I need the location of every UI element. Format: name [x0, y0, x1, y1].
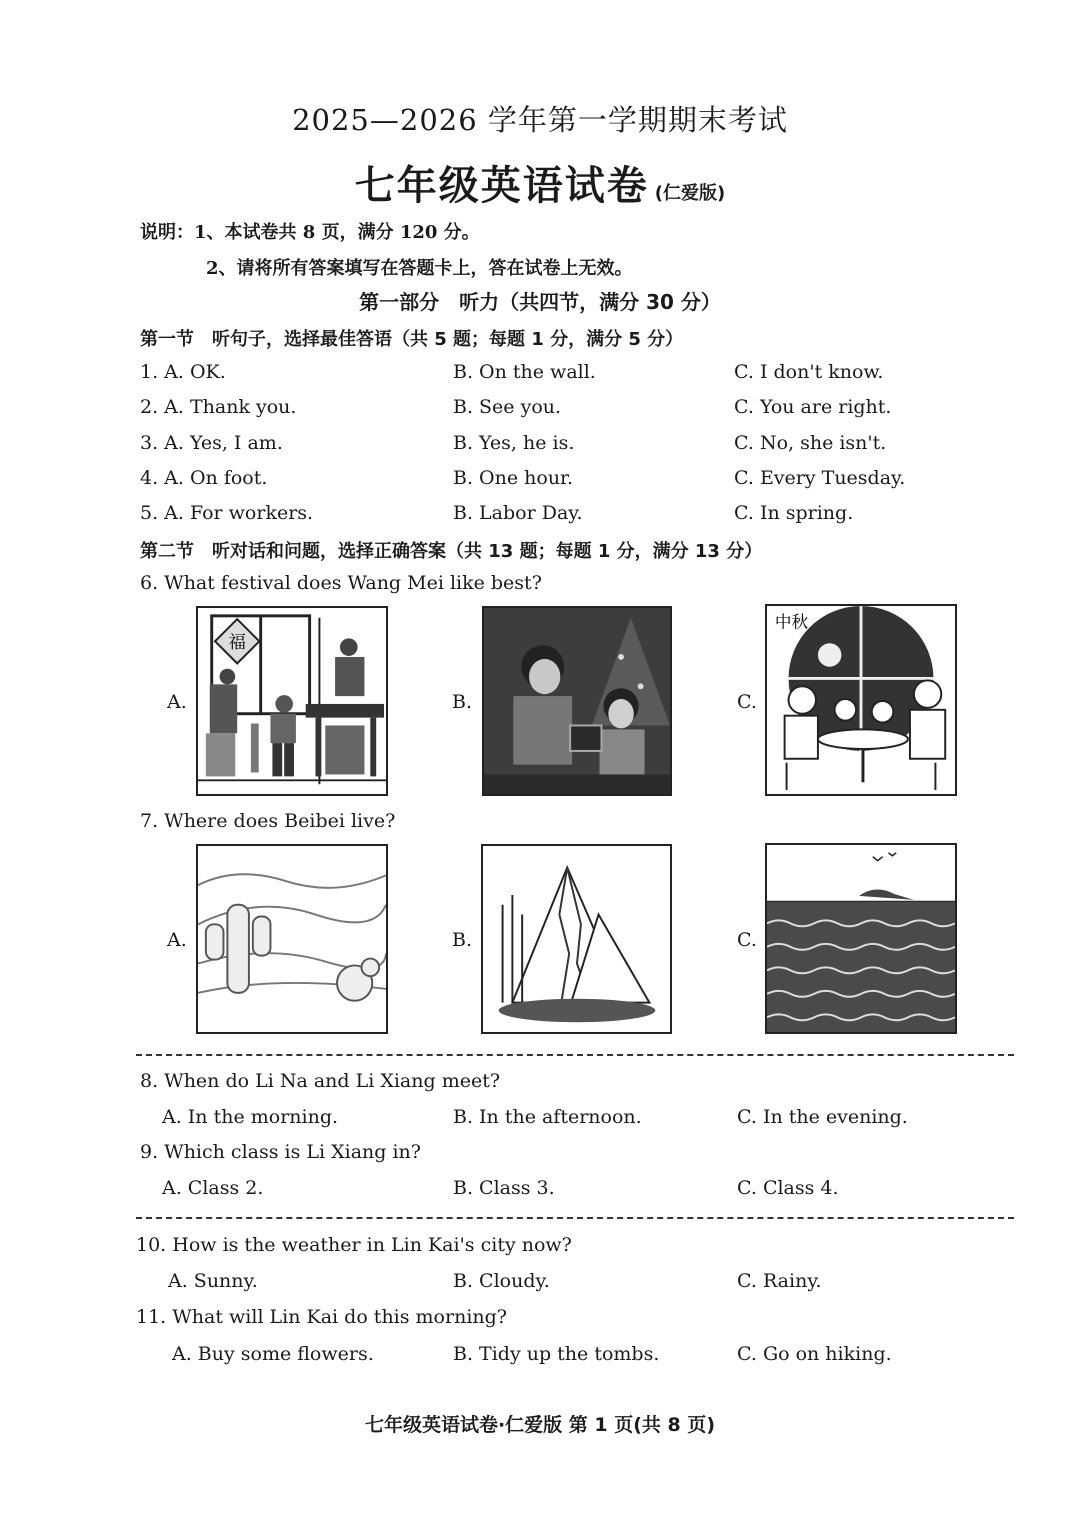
- q6-mid-autumn-text: 中秋: [774, 612, 809, 632]
- q10-question: 10. How is the weather in Lin Kai's city now?: [136, 1234, 572, 1256]
- q8-option-b: B. In the afternoon.: [453, 1106, 642, 1128]
- q3-option-b: B. Yes, he is.: [453, 432, 575, 454]
- q7-label-b: B.: [452, 929, 473, 951]
- section1-title: 第一节 听句子，选择最佳答语（共 5 题；每题 1 分，满分 5 分）: [140, 329, 684, 350]
- q4-option-c: C. Every Tuesday.: [734, 467, 906, 489]
- q11-option-a: A. Buy some flowers.: [172, 1343, 374, 1365]
- q6-image-spring-festival: [196, 606, 388, 796]
- q2-option-b: B. See you.: [453, 396, 562, 418]
- q11-question: 11. What will Lin Kai do this morning?: [136, 1306, 507, 1328]
- q1-option-c: C. I don't know.: [734, 361, 884, 383]
- q6-image-christmas: [482, 606, 672, 796]
- q10-option-b: B. Cloudy.: [453, 1270, 550, 1292]
- q8-question: 8. When do Li Na and Li Xiang meet?: [140, 1070, 501, 1092]
- q7-label-a: A.: [167, 929, 187, 951]
- section2-title: 第二节 听对话和问题，选择正确答案（共 13 题；每题 1 分，满分 13 分）: [140, 541, 763, 562]
- q7-image-sea: [765, 843, 957, 1034]
- q8-option-c: C. In the evening.: [737, 1106, 908, 1128]
- q6-label-a: A.: [167, 691, 187, 713]
- exam-edition: (仁爱版): [654, 183, 726, 204]
- q7-image-mountain: [481, 844, 672, 1034]
- part1-title: 第一部分 听力（共四节，满分 30 分）: [359, 290, 721, 314]
- q2-option-c: C. You are right.: [734, 396, 892, 418]
- q4-option-b: B. One hour.: [453, 467, 574, 489]
- q5-option-a: 5. A. For workers.: [140, 502, 314, 524]
- q7-question: 7. Where does Beibei live?: [140, 810, 396, 832]
- q11-option-c: C. Go on hiking.: [737, 1343, 892, 1365]
- q6-image-mid-autumn: [765, 604, 957, 796]
- exam-title: [0, 154, 1080, 211]
- q10-option-a: A. Sunny.: [168, 1270, 258, 1292]
- q4-option-a: 4. A. On foot.: [140, 467, 268, 489]
- q1-option-a: 1. A. OK.: [140, 361, 226, 383]
- note-line-1: 说明：1、本试卷共 8 页，满分 120 分。: [140, 222, 480, 243]
- q7-label-c: C.: [737, 929, 757, 951]
- cut-line-2: [136, 1217, 1014, 1219]
- q2-option-a: 2. A. Thank you.: [140, 396, 297, 418]
- note-line-2: 2、请将所有答案填写在答题卡上，答在试卷上无效。: [206, 258, 633, 279]
- q5-option-b: B. Labor Day.: [453, 502, 583, 524]
- q10-option-c: C. Rainy.: [737, 1270, 822, 1292]
- q9-option-a: A. Class 2.: [162, 1177, 264, 1199]
- q8-option-a: A. In the morning.: [162, 1106, 339, 1128]
- cut-line-1: [136, 1054, 1014, 1056]
- q9-option-c: C. Class 4.: [737, 1177, 839, 1199]
- q3-option-c: C. No, she isn't.: [734, 432, 887, 454]
- q6-couplet-fu: 福: [228, 633, 246, 654]
- q7-image-desert: [196, 844, 388, 1034]
- exam-subject-title: 七年级英语试卷: [354, 163, 649, 209]
- q3-option-a: 3. A. Yes, I am.: [140, 432, 283, 454]
- q5-option-c: C. In spring.: [734, 502, 854, 524]
- q6-label-b: B.: [452, 691, 473, 713]
- exam-year-title: 2025—2026 学年第一学期期末考试: [292, 103, 788, 137]
- page-footer: 七年级英语试卷·仁爱版 第 1 页(共 8 页): [364, 1414, 716, 1436]
- q9-option-b: B. Class 3.: [453, 1177, 555, 1199]
- q9-question: 9. Which class is Li Xiang in?: [140, 1141, 421, 1163]
- q6-question: 6. What festival does Wang Mei like best?: [140, 572, 542, 594]
- q11-option-b: B. Tidy up the tombs.: [453, 1343, 660, 1365]
- q1-option-b: B. On the wall.: [453, 361, 596, 383]
- q6-label-c: C.: [737, 691, 757, 713]
